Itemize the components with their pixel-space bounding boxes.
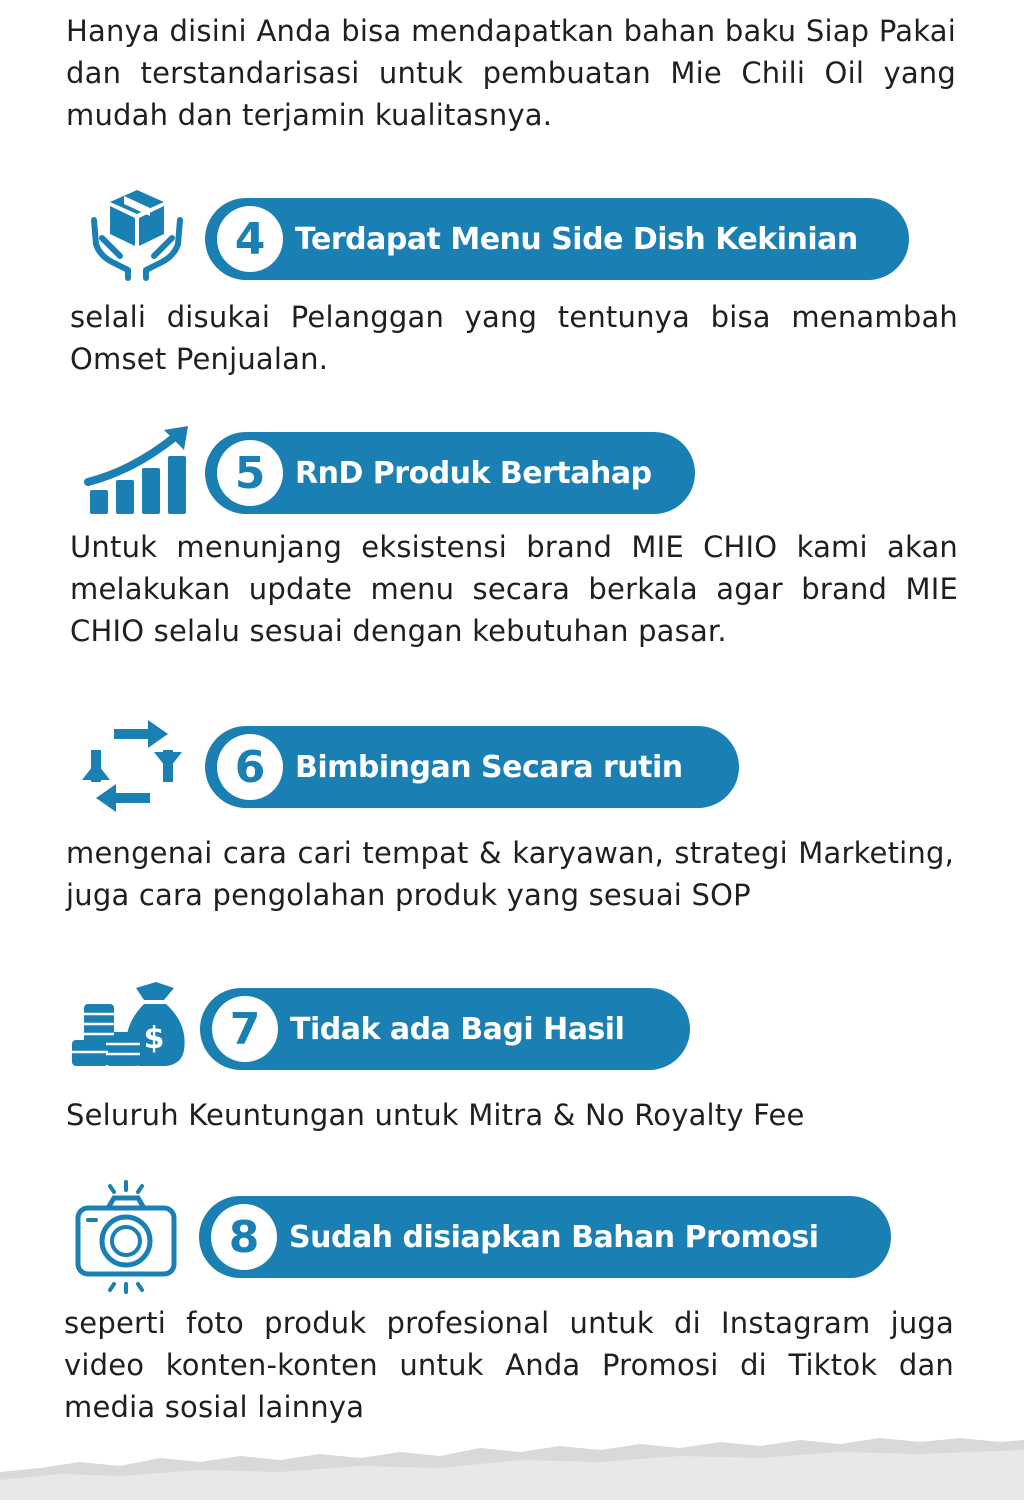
feature-desc-4: selali disukai Pelanggan yang tentunya bisa menambah Omset Penjualan. <box>70 300 958 376</box>
feature-pill-6 <box>205 726 739 808</box>
torn-paper-edge <box>0 1432 1024 1500</box>
camera-icon <box>74 1180 178 1296</box>
growth-chart-icon <box>84 424 194 516</box>
feature-title-4: Terdapat Menu Side Dish Kekinian <box>295 221 858 257</box>
feature-number-8: 8 <box>211 1204 277 1270</box>
feature-number-6: 6 <box>217 734 283 800</box>
feature-number-5: 5 <box>217 440 283 506</box>
feature-desc-6: mengenai cara cari tempat & karyawan, strategi Marketing, juga cara pengolahan produk yang sesuai SOP <box>66 836 954 912</box>
feature-number-7: 7 <box>212 996 278 1062</box>
feature-number-4: 4 <box>217 206 283 272</box>
feature-pill-8 <box>199 1196 891 1278</box>
cycle-arrows-icon <box>76 712 188 820</box>
feature-pill-4 <box>205 198 909 280</box>
feature-title-7: Tidak ada Bagi Hasil <box>290 1011 625 1047</box>
feature-desc-7: Seluruh Keuntungan untuk Mitra & No Royalty Fee <box>66 1098 805 1132</box>
svg-text:$: $ <box>143 1021 165 1056</box>
feature-desc-5: Untuk menunjang eksistensi brand MIE CHIO kami akan melakukan update menu secara berkala agar brand MIE CHIO selalu sesuai dengan kebutuhan pasar. <box>70 530 958 648</box>
feature-title-8: Sudah disiapkan Bahan Promosi <box>289 1219 819 1255</box>
box-in-hands-icon <box>84 182 190 282</box>
intro-text: Hanya disini Anda bisa mendapatkan bahan baku Siap Pakai dan terstandarisasi untuk pembuatan Mie Chili Oil yang mudah dan terjamin kualitasnya. <box>66 14 956 132</box>
feature-title-6: Bimbingan Secara rutin <box>295 749 683 785</box>
feature-pill-5 <box>205 432 695 514</box>
feature-title-5: RnD Produk Bertahap <box>295 455 652 491</box>
money-bag-coins-icon <box>70 978 188 1070</box>
feature-desc-8: seperti foto produk profesional untuk di Instagram juga video konten-konten untuk Anda Promosi di Tiktok dan media sosial lainnya <box>64 1306 954 1424</box>
feature-pill-7 <box>200 988 690 1070</box>
